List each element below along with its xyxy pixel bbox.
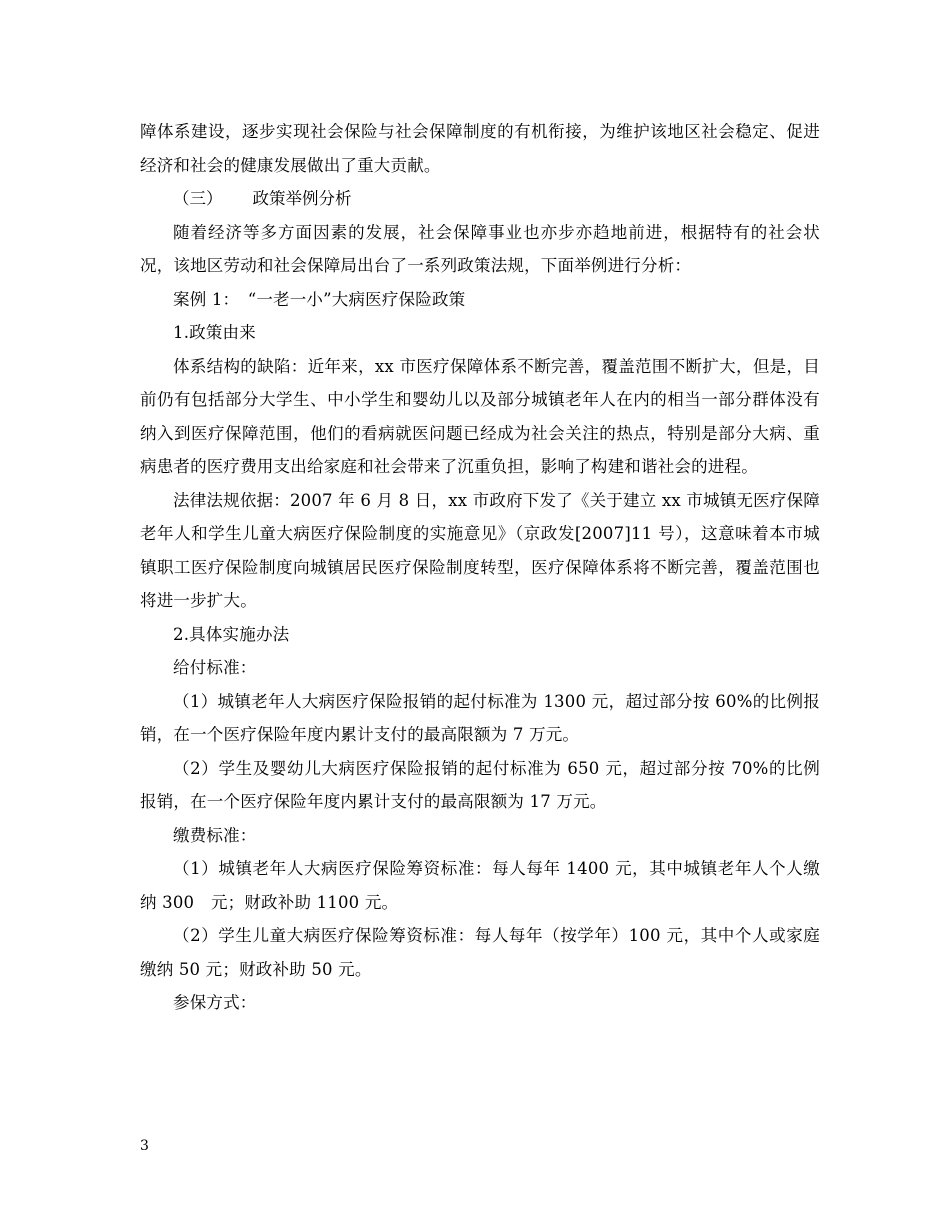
page-number: 3 bbox=[140, 1138, 149, 1154]
section-heading bbox=[140, 182, 820, 216]
case-heading: 案例 1： “一老一小”大病医疗保险政策 bbox=[173, 289, 466, 309]
paragraph-contribution-elderly: （1）城镇老年人大病医疗保险筹资标准：每人每年 1400 元，其中城镇老年人个人缴纳 300 元；财政补助 1100 元。 bbox=[140, 859, 820, 912]
paragraph-continuation: 障体系建设，逐步实现社会保险与社会保障制度的有机衔接，为维护该地区社会稳定、促进经济和社会的健康发展做出了重大贡献。 bbox=[140, 122, 820, 175]
subheading-implementation: 2.具体实施办法 bbox=[173, 624, 290, 644]
subheading-policy-origin: 1.政策由来 bbox=[173, 323, 256, 342]
document-body bbox=[140, 115, 820, 1020]
paragraph-payment-elderly: （1）城镇老年人大病医疗保险报销的起付标准为 1300 元，超过部分按 60%的比例报销，在一个医疗保险年度内累计支付的最高限额为 7 万元。 bbox=[140, 691, 820, 744]
paragraph-structure-defect: 体系结构的缺陷：近年来，xx 市医疗保障体系不断完善，覆盖范围不断扩大，但是，目前仍有包括部分大学生、中小学生和婴幼儿以及部分城镇老年人在内的相当一部分群体没有纳入到医疗保障范围，他们的看病就医问题已经成为社会关注的热点，特别是部分大病、重病患者的医疗费用支出给家庭和社会带来了沉重负担，影响了构建和谐社会的进程。 bbox=[140, 356, 820, 476]
label-enrollment-method: 参保方式： bbox=[173, 993, 257, 1012]
section-title: 政策举例分析 bbox=[252, 189, 352, 208]
label-payment-standard: 给付标准： bbox=[173, 658, 257, 677]
paragraph-intro: 随着经济等多方面因素的发展，社会保障事业也亦步亦趋地前进，根据特有的社会状况，该地区劳动和社会保障局出台了一系列政策法规，下面举例进行分析： bbox=[140, 222, 820, 275]
label-contribution-standard: 缴费标准： bbox=[173, 825, 257, 845]
paragraph-contribution-students: （2）学生儿童大病医疗保险筹资标准：每人每年（按学年）100 元，其中个人或家庭缴纳 50 元；财政补助 50 元。 bbox=[140, 926, 820, 979]
section-number: （三） bbox=[173, 189, 223, 208]
paragraph-legal-basis: 法律法规依据：2007 年 6 月 8 日，xx 市政府下发了《关于建立 xx 市城镇无医疗保障老年人和学生儿童大病医疗保险制度的实施意见》（京政发[2007]11 号），这意味着本市城镇职工医疗保险制度向城镇居民医疗保险制度转型，医疗保障体系将不断完善，覆盖范围也将进一步扩大。 bbox=[140, 490, 820, 610]
paragraph-payment-students: （2）学生及婴幼儿大病医疗保险报销的起付标准为 650 元，超过部分按 70%的比例报销，在一个医疗保险年度内累计支付的最高限额为 17 万元。 bbox=[140, 758, 820, 811]
